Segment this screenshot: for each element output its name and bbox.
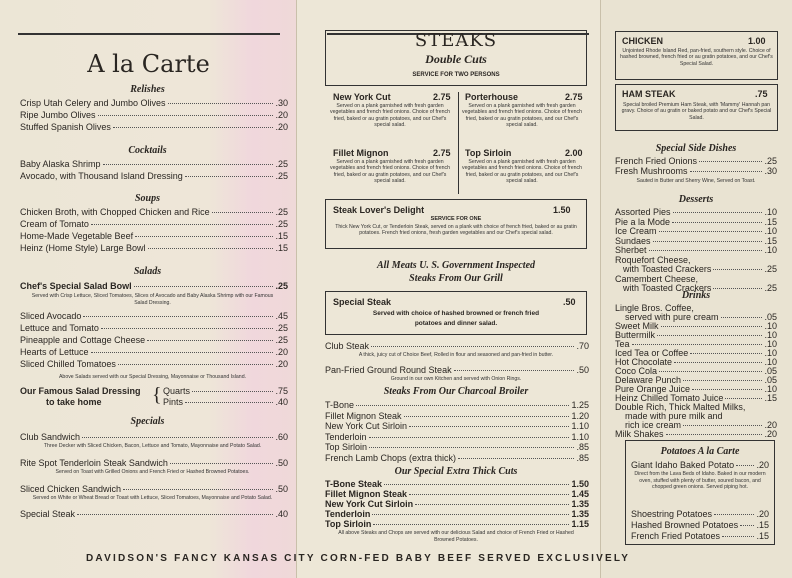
- double-cut-name: New York Cut: [333, 92, 391, 102]
- drink-item: Hot Chocolate .10: [615, 357, 777, 367]
- grill-desc: A thick, juicy cut of Choice Beef, Rolled in flour and seasoned and pan-fried in butter.: [358, 352, 554, 358]
- double-cut-name: Fillet Mignon: [333, 148, 389, 158]
- drink-item: Heinz Chilled Tomato Juice .15: [615, 393, 777, 403]
- chef-salad-desc: Served with Crisp Lettuce, Sliced Tomatoes, Slices of Avocado and Baby Alaska Shrimp with our Famous Salad Dressing.: [31, 293, 274, 306]
- top-rule: [18, 33, 280, 35]
- grill-item: Club Steak .70: [325, 341, 589, 351]
- side-dish-item: French Fried Onions .25: [615, 156, 777, 166]
- double-cut-desc: Served on a plank garnished with fresh garden vegetables and french fried onions. Choice of french fried, baked or au gratin potatoes, and our Chef's special salad.: [462, 103, 582, 129]
- dessert-item: with Toasted Crackers .25: [623, 264, 777, 274]
- drink-item: Delaware Punch .05: [615, 375, 777, 385]
- cocktail-item: Avocado, with Thousand Island Dressing .25: [20, 171, 288, 181]
- side-dishes-heading: Special Side Dishes: [655, 143, 737, 154]
- special-steak-name: Special Steak: [333, 297, 392, 307]
- broiler-item: Tenderloin 1.10: [325, 431, 589, 442]
- specials-heading: Specials: [130, 416, 165, 427]
- soup-item: Chicken Broth, with Chopped Chicken and Rice .25: [20, 207, 288, 217]
- soups-heading: Soups: [134, 193, 160, 204]
- double-cut-desc: Served on a plank garnished with fresh garden vegetables and french fried onions. Choice of french fried, baked or au gratin potatoes, and our Chef's special salad.: [330, 103, 450, 129]
- drink-item: Coco Cola .05: [615, 366, 777, 376]
- drink-item: Buttermilk .10: [615, 330, 777, 340]
- drink-item: Tea .10: [615, 339, 777, 349]
- special-desc: Served on White or Wheat Bread or Toast with Lettuce, Sliced Tomatoes, Mayonnaise and Potato Salad.: [32, 495, 273, 501]
- relish-item: Crisp Utah Celery and Jumbo Olives .30: [20, 98, 288, 108]
- salad-item: Lettuce and Tomato .25: [20, 323, 288, 333]
- drink-item: Milk Shakes .20: [615, 429, 777, 439]
- potato-item: French Fried Potatoes .15: [631, 531, 769, 541]
- salad-item: Pineapple and Cottage Cheese .25: [20, 335, 288, 345]
- inspected-heading: All Meats U. S. Government Inspected: [376, 260, 536, 271]
- double-cut-price: 2.75: [433, 92, 451, 102]
- drink-item: Lingle Bros. Coffee,: [615, 303, 694, 313]
- salad-item: Sliced Avocado .45: [20, 311, 288, 321]
- dessert-item: Assorted Pies .10: [615, 207, 777, 217]
- thick-note: All above Steaks and Chops are served with our delicious Salad and choice of French Fried or Hashed Browned Potatoes.: [338, 530, 574, 543]
- relish-item: Stuffed Spanish Olives .20: [20, 122, 288, 132]
- special-steak-price: .50: [563, 297, 576, 307]
- chicken-desc: Unjointed Rhode Island Red, pan-fried, southern style. Choice of hashed browned, french fried or au gratin potatoes, and our Chef's Special Salad.: [620, 48, 773, 67]
- drink-item: served with pure cream .05: [625, 312, 777, 322]
- dessert-item: Sundaes .15: [615, 235, 777, 246]
- special-item: Special Steak .40: [20, 509, 288, 519]
- ham-name: HAM STEAK: [622, 89, 676, 99]
- steak-lover-desc: Thick New York Cut, or Tenderloin Steak, served on a plank with choice of french fried, baked or au gratin potatoes. French fried onions, fresh garden vegetables and our Chef's special salad.: [335, 224, 577, 237]
- special-desc: Served on Toast with Grilled Onions and French Fried or Hashed Browned Potatoes.: [55, 469, 250, 475]
- double-cut-desc: Served on a plank garnished with fresh garden vegetables and french fried onions. Choice of french fried, baked or au gratin potatoes, and our Chef's special salad.: [462, 159, 582, 185]
- broiler-item: New York Cut Sirloin 1.10: [325, 421, 589, 431]
- broiler-item: T-Bone 1.25: [325, 400, 589, 410]
- grill-item: Pan-Fried Ground Round Steak .50: [325, 365, 589, 375]
- desserts-heading: Desserts: [678, 194, 714, 205]
- steak-lover-price: 1.50: [553, 205, 571, 215]
- salads-heading: Salads: [133, 266, 162, 277]
- double-cut-price: 2.75: [433, 148, 451, 158]
- chicken-price: 1.00: [748, 36, 766, 46]
- dessert-item: Camembert Cheese,: [615, 273, 699, 284]
- dessert-item: with Toasted Crackers .25: [623, 283, 777, 293]
- panel-title: A la Carte: [87, 50, 210, 78]
- thick-cut-item: T-Bone Steak 1.50: [325, 479, 589, 489]
- thick-cut-item: New York Cut Sirloin 1.35: [325, 499, 589, 509]
- steaks-title: STEAKS: [414, 30, 498, 51]
- dessert-item: Ice Cream .10: [615, 226, 777, 236]
- thick-cut-item: Tenderloin 1.35: [325, 509, 589, 519]
- grill-heading: Steaks From Our Grill: [409, 273, 503, 284]
- footer-banner: DAVIDSON'S FANCY KANSAS CITY CORN-FED BABY BEEF SERVED EXCLUSIVELY: [86, 553, 631, 564]
- special-desc: Three Decker with Sliced Chicken, Bacon, Lettuce and Tomato, Mayonnaise and Potato Salad.: [43, 443, 262, 449]
- dessert-item: Pie a la Mode .15: [615, 216, 777, 227]
- broiler-heading: Steaks From Our Charcoal Broiler: [383, 386, 529, 397]
- double-cuts-title: Double Cuts: [425, 52, 487, 66]
- dessert-item: Roquefort Cheese,: [615, 254, 691, 265]
- chef-salad-row: Chef's Special Salad Bowl .25: [20, 281, 288, 291]
- salad-item: Sliced Chilled Tomatoes .20: [20, 359, 288, 369]
- double-cut-name: Top Sirloin: [465, 148, 512, 158]
- thick-cut-item: Top Sirloin 1.15: [325, 519, 589, 529]
- idaho-row: Giant Idaho Baked Potato .20: [631, 460, 769, 470]
- double-cut-price: 2.75: [565, 92, 583, 102]
- service-two-label: SERVICE FOR TWO PERSONS: [412, 72, 500, 78]
- double-cuts-divider: [458, 92, 459, 194]
- soup-item: Cream of Tomato .25: [20, 219, 288, 229]
- salad-item: Hearts of Lettuce .20: [20, 347, 288, 357]
- grill-desc: Ground in our own Kitchen and served with Onion Rings.: [390, 376, 522, 382]
- broiler-item: Fillet Mignon Steak 1.20: [325, 410, 589, 421]
- double-cut-price: 2.00: [565, 148, 583, 158]
- drink-item: rich ice cream .20: [625, 420, 777, 430]
- side-note: Sauted in Butter and Sherry Wine, Served on Toast.: [636, 178, 756, 184]
- drink-item: Sweet Milk .10: [615, 321, 777, 331]
- chicken-panel: [601, 0, 792, 578]
- dessert-item: Sherbet .10: [615, 245, 777, 255]
- steak-lover-name: Steak Lover's Delight: [333, 205, 425, 215]
- thick-cut-item: Fillet Mignon Steak 1.45: [325, 489, 589, 499]
- ham-desc: Special broiled Premium Ham Steak, with 'Mammy' Hannah pan gravy. Choice of au gratin or baked potato and our Chef's Special Salad.: [621, 102, 772, 121]
- potatoes-heading: Potatoes A la Carte: [660, 446, 740, 457]
- special-item: Sliced Chicken Sandwich .50: [20, 484, 288, 494]
- relish-item: Ripe Jumbo Olives .20: [20, 110, 288, 120]
- relishes-heading: Relishes: [130, 84, 165, 95]
- drink-item: made with pure milk and: [625, 411, 723, 421]
- broiler-item: French Lamb Chops (extra thick) .85: [325, 452, 589, 463]
- steaks-panel: STEAKS Double Cuts SERVICE FOR TWO PERSONS Steak Lover's Delight 1.50 SERVICE FOR ONE Thick New York Cut, or Tenderloin Steak, served on a plank with choice of french fried, baked or au gratin potatoes. French fried onions, fresh garden vegetables and our Chef's special salad. All Meats U. S. Government Inspected Steaks From Our Grill Special Steak .50 Served with choice of hashed browned or french fried potatoes and dinner salad. Steaks From Our Charcoal Broiler Our Special Extra Thick Cuts All above Steaks and Chops are served with our delicious Salad and choice of French Fried or Hashed Browned Potatoes. New York Cut 2.75 Served on a plank garnished with fresh garden vegetables and french fried onions. Choice of french fried, baked or au gratin potatoes, and our Chef's special salad. Porterhouse 2.75 Served on a plank garnished with fresh garden vegetables and french fried onions. Choice of french fried, baked or au gratin potatoes, and our Chef's special salad. Fillet Mignon 2.75 Served on a plank garnished with fresh garden vegetables and french fried onions. Choice of french fried, baked or au gratin potatoes, and our Chef's special salad. Top Sirloin 2.00 Served on a plank garnished with fresh garden vegetables and french fried onions. Choice of french fried, baked or au gratin potatoes, and our Chef's special salad. Club Steak .70 A thick, juicy cut of Choice Beef, Rolled in flour and seasoned and pan-fried in butter. Pan-Fried Ground Round Steak .50 Ground in our own Kitchen and served with Onion Rings. T-Bone 1.25 Fillet Mignon Steak 1.20 New York Cut Sirloin 1.10 Tenderloin 1.10 Top Sirloin .85 French Lamb Chops (extra thick) .85 T-Bone Steak 1.50 Fillet Mignon Steak 1.45 New York Cut Sirloin 1.35 Tenderloin 1.35 Top Sirloin 1.15: [297, 0, 601, 578]
- side-dish-item: Fresh Mushrooms .30: [615, 166, 777, 176]
- soup-item: Heinz (Home Style) Large Bowl .15: [20, 243, 288, 253]
- potato-item: Shoestring Potatoes .20: [631, 509, 769, 519]
- double-cut-name: Porterhouse: [465, 92, 519, 102]
- drink-item: Double Rich, Thick Malted Milks,: [615, 402, 746, 412]
- drink-item: Iced Tea or Coffee .10: [615, 348, 777, 358]
- ham-price: .75: [755, 89, 768, 99]
- chicken-name: CHICKEN: [622, 36, 664, 46]
- thick-heading: Our Special Extra Thick Cuts: [394, 466, 518, 477]
- drink-item: Pure Orange Juice .10: [615, 384, 777, 394]
- double-cut-desc: Served on a plank garnished with fresh garden vegetables and french fried onions. Choice of french fried, baked or au gratin potatoes, and our Chef's special salad.: [330, 159, 450, 185]
- idaho-desc: Direct from the Lava Beds of Idaho. Baked in our modern oven, stuffed with plenty of butter, soured bacon, and chopped green onions. Served piping hot.: [634, 471, 766, 490]
- cocktails-heading: Cocktails: [128, 145, 167, 156]
- drinks-heading: Drinks: [681, 290, 711, 301]
- potato-item: Hashed Browned Potatoes .15: [631, 520, 769, 530]
- special-item: Rite Spot Tenderloin Steak Sandwich .50: [20, 458, 288, 468]
- soup-item: Home-Made Vegetable Beef .15: [20, 231, 288, 241]
- special-item: Club Sandwich .60: [20, 432, 288, 442]
- broiler-item: Top Sirloin .85: [325, 442, 589, 452]
- salads-note: Above Salads served with our Special Dressing, Mayonnaise or Thousand Island.: [58, 374, 247, 380]
- a-la-carte-panel: A la Carte Relishes Cocktails Soups Salads Chef's Special Salad Bowl .25 Served with Crisp Lettuce, Sliced Tomatoes, Slices of Avocado and Baby Alaska Shrimp with our Famous Salad Dressing. Above Salads served with our Special Dressing, Mayonnaise or Thousand Island. Our Famous Salad Dressing to take home { Quarts .75 Pints .40 Specials Crisp Utah Celery and Jumbo Olives .30 Ripe Jumbo Olives .20 Stuffed Spanish Olives .20 Baby Alaska Shrimp .25 Avocado, with Thousand Island Dressing .25 Chicken Broth, with Chopped Chicken and Rice .25 Cream of Tomato .25 Home-Made Vegetable Beef .15 Heinz (Home Style) Large Bowl .15 Sliced Avocado .45 Lettuce and Tomato .25 Pineapple and Cottage Cheese .25 Hearts of Lettuce .20 Sliced Chilled Tomatoes .20 Club Sandwich .60 Three Decker with Sliced Chicken, Bacon, Lettuce and Tomato, Mayonnaise and Potato Salad. Rite Spot Tenderloin Steak Sandwich .50 Served on Toast with Grilled Onions and French Fried or Hashed Browned Potatoes. Sliced Chicken Sandwich .50 Served on White or Wheat Bread or Toast with Lettuce, Sliced Tomatoes, Mayonnaise and Potato Salad. Special Steak .40: [0, 0, 297, 578]
- cocktail-item: Baby Alaska Shrimp .25: [20, 159, 288, 169]
